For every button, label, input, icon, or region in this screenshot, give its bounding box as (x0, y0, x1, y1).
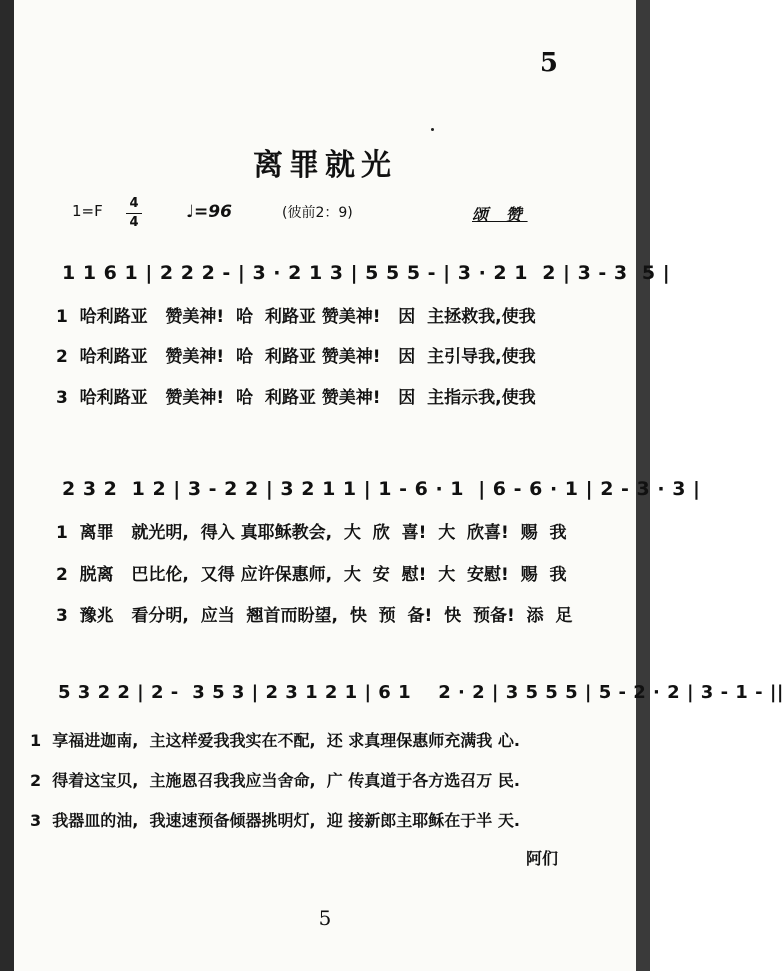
scan-speck (431, 128, 434, 131)
time-signature (126, 196, 142, 231)
key-signature: 1=F (72, 202, 103, 220)
lyric-verse-3: 3 豫兆 看分明, 应当 翘首而盼望, 快 预 备! 快 预备! 添 足 (56, 606, 573, 626)
lyric-verse-3: 3 我器皿的油, 我速速预备倾器挑明灯, 迎 接新郎主耶稣在于半 天. (30, 811, 520, 830)
author-credit: 颂 赞 (472, 205, 528, 224)
notation-line-3: 5 3 2 2 | 2 - 3 5 3 | 2 3 1 2 1 | 6 1 2 · 2 | 3 5 5 5 | 5 - 2 · 2 | 3 - 1 - || (58, 682, 784, 703)
lyric-verse-1: 1 享福进迦南, 主这样爱我我实在不配, 还 求真理保惠师充满我 心. (30, 731, 520, 750)
notation-line-2: 2 3 2 1 2 | 3 - 2 2 | 3 2 1 1 | 1 - 6 · 1 | 6 - 6 · 1 | 2 - 3 · 3 | (62, 478, 701, 500)
lyric-verse-2: 2 脱离 巴比伦, 又得 应许保惠师, 大 安 慰! 大 安慰! 赐 我 (56, 565, 567, 585)
notation-line-1: 1 1 6 1 | 2 2 2 - | 3 · 2 1 3 | 5 5 5 - | 3 · 2 1 2 | 3 - 3 5 | (62, 262, 671, 284)
tempo-marking: ♩=96 (186, 202, 232, 222)
time-signature-top: 4 (129, 196, 139, 211)
footer-page-number: 5 (318, 906, 332, 930)
scripture-reference: (彼前2：9) (282, 205, 353, 221)
lyric-verse-1: 1 离罪 就光明, 得入 真耶稣教会, 大 欣 喜! 大 欣喜! 赐 我 (56, 523, 567, 543)
hymn-title: 离罪就光 (253, 148, 397, 183)
lyric-verse-2: 2 得着这宝贝, 主施恩召我我应当舍命, 广 传真道于各方选召万 民. (30, 771, 520, 790)
time-signature-bottom: 4 (129, 215, 139, 230)
amen-ending: 阿们 (526, 849, 559, 868)
lyric-verse-1: 1 哈利路亚 赞美神! 哈 利路亚 赞美神! 因 主拯救我,使我 (56, 307, 536, 327)
lyric-verse-3: 3 哈利路亚 赞美神! 哈 利路亚 赞美神! 因 主指示我,使我 (56, 388, 536, 408)
time-signature-line (126, 213, 142, 214)
lyric-verse-2: 2 哈利路亚 赞美神! 哈 利路亚 赞美神! 因 主引导我,使我 (56, 347, 536, 367)
page-corner-number: 5 (539, 48, 558, 78)
